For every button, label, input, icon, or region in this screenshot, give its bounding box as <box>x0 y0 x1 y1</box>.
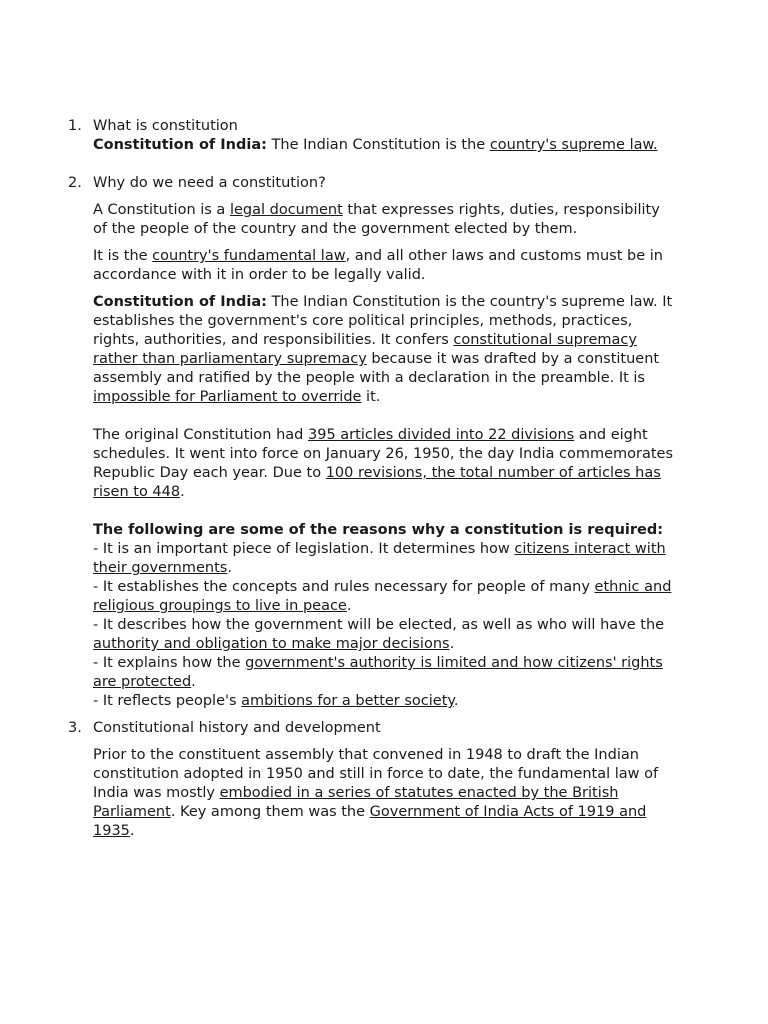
text-run: . <box>346 598 352 614</box>
list-item-3 <box>0 719 675 841</box>
item-number: 3. <box>68 720 82 736</box>
text-run: . Key among them was the <box>170 804 370 820</box>
reason-line-2 <box>93 578 675 616</box>
text-run: , and all other laws and customs must be in accordance with it in order to be legally valid. <box>93 248 663 283</box>
text-run: Prior to the constituent assembly that convened in 1948 to draft the Indian constitution adopted in 1950 and still in force to date, the fundamental law of India was mostly <box>93 747 659 801</box>
text-run: . <box>191 674 196 690</box>
paragraph-constitution-of-india <box>93 293 675 407</box>
text-run: - It explains how the <box>93 655 246 671</box>
underlined-phrase: 100 revisions, the total number of articles has risen to 448 <box>93 465 661 500</box>
paragraph-constitutional-history <box>93 746 675 841</box>
text-run: The Indian Constitution is the country's supreme law. It establishes the government's core political principles, methods, practices, rights, authorities, and responsibilities. It confers <box>93 294 673 348</box>
definition-text: The Indian Constitution is the <box>266 137 490 153</box>
text-run: It is the <box>93 248 153 264</box>
text-run: The original Constitution had <box>93 427 308 443</box>
text-run: A Constitution is a <box>93 202 230 218</box>
text-run: - It is an important piece of legislation. It determines how <box>93 541 515 557</box>
text-run: . <box>129 823 135 839</box>
item-heading: Why do we need a constitution? <box>93 175 326 191</box>
reason-line-4 <box>93 654 675 692</box>
text-run: . <box>227 560 232 576</box>
text-run: . <box>180 484 185 500</box>
paragraph-legal-document <box>93 201 675 239</box>
paragraph-original-constitution <box>93 426 675 502</box>
item-number: 1. <box>68 118 82 134</box>
underlined-phrase: constitutional supremacy rather than parliamentary supremacy <box>93 332 637 367</box>
document-page <box>0 117 768 841</box>
reason-line-3 <box>93 616 675 654</box>
text-run: it. <box>361 389 381 405</box>
underlined-phrase: government's authority is limited and how citizens' rights are protected <box>93 655 663 690</box>
reason-line-5 <box>93 692 675 711</box>
reasons-heading-text: The following are some of the reasons why a constitution is required: <box>93 522 664 538</box>
reason-line-1 <box>93 540 675 578</box>
definition-paragraph <box>93 136 675 155</box>
text-run: - It reflects people's <box>93 693 242 709</box>
text-run: that expresses rights, duties, responsibility of the people of the country and the government elected by them. <box>93 202 660 237</box>
definition-term: Constitution of India: <box>93 137 267 153</box>
list-item-1 <box>0 117 675 155</box>
underlined-phrase: embodied in a series of statutes enacted by the British Parliament <box>93 785 619 820</box>
definition-link: country's supreme law. <box>489 137 658 153</box>
list-item-2 <box>0 174 675 711</box>
paragraph-fundamental-law <box>93 247 675 285</box>
definition-term: Constitution of India: <box>93 294 267 310</box>
underlined-phrase: ambitions for a better society <box>241 693 454 709</box>
underlined-phrase: 395 articles divided into 22 divisions <box>308 427 575 443</box>
reasons-heading <box>93 521 675 540</box>
item-heading: Constitutional history and development <box>93 720 381 736</box>
underlined-phrase: country's fundamental law <box>152 248 346 264</box>
text-run: because it was drafted by a constituent assembly and ratified by the people with a declaration in the preamble. It is <box>93 351 660 386</box>
item-heading: What is constitution <box>93 118 238 134</box>
text-run: - It establishes the concepts and rules necessary for people of many <box>93 579 595 595</box>
underlined-phrase: legal document <box>229 202 343 218</box>
underlined-phrase: ethnic and religious groupings to live in peace <box>93 579 672 614</box>
text-run: and eight schedules. It went into force on January 26, 1950, the day India commemorates Republic Day each year. Due to <box>93 427 674 481</box>
underlined-phrase: Government of India Acts of 1919 and 1935 <box>93 804 647 839</box>
underlined-phrase: citizens interact with their governments <box>93 541 666 576</box>
text-run: . <box>453 693 459 709</box>
text-run: . <box>449 636 455 652</box>
item-number: 2. <box>68 175 82 191</box>
text-run: - It describes how the government will be elected, as well as who will have the <box>93 617 665 633</box>
underlined-phrase: impossible for Parliament to override <box>93 389 362 405</box>
underlined-phrase: authority and obligation to make major decisions <box>93 636 450 652</box>
